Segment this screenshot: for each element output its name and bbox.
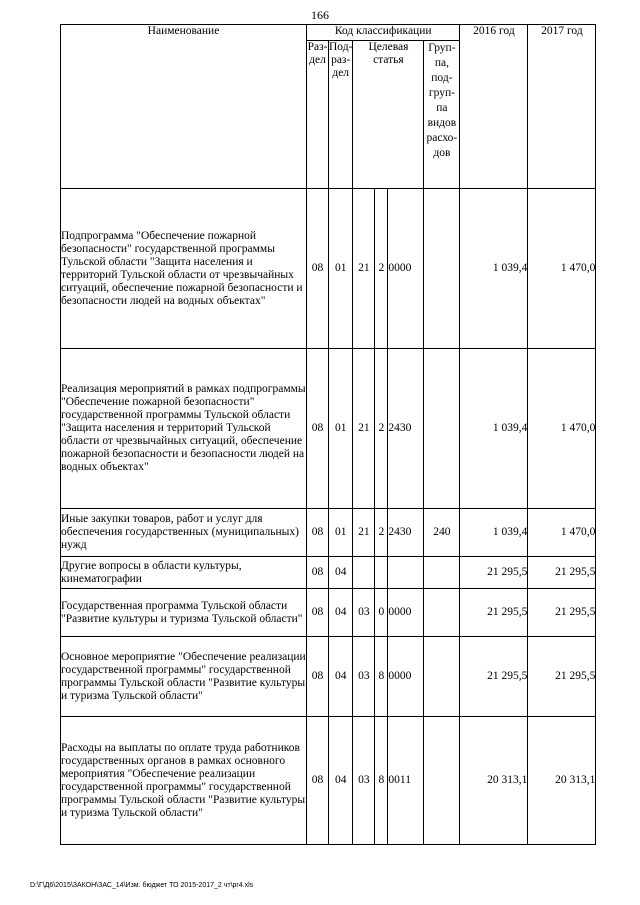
header-group: Груп- па, под- груп- па видов расхо- дов xyxy=(424,41,460,189)
row-razdel: 08 xyxy=(307,637,329,717)
row-target-direction: 2430 xyxy=(388,349,424,509)
row-name: Основное мероприятие "Обеспечение реализации государственной программы" государственной программы Тульской области "Развитие культуры и туризма Тульской области" xyxy=(61,637,307,717)
row-expense-group: 240 xyxy=(424,509,460,557)
row-expense-group xyxy=(424,717,460,845)
row-target-direction xyxy=(388,557,424,589)
row-target-subprogram: 8 xyxy=(375,717,388,845)
row-value-2016: 1 039,4 xyxy=(460,189,528,349)
header-code: Код классификации xyxy=(307,25,460,41)
row-razdel: 08 xyxy=(307,509,329,557)
row-value-2017: 1 470,0 xyxy=(528,349,596,509)
row-expense-group xyxy=(424,637,460,717)
row-expense-group xyxy=(424,349,460,509)
row-expense-group xyxy=(424,189,460,349)
row-podrazdel: 04 xyxy=(329,589,353,637)
row-name: Другие вопросы в области культуры, кинематографии xyxy=(61,557,307,589)
row-target-subprogram: 8 xyxy=(375,637,388,717)
row-target-subprogram: 2 xyxy=(375,509,388,557)
table-row xyxy=(61,557,596,589)
row-target-direction: 0000 xyxy=(388,637,424,717)
header-name: Наименование xyxy=(61,25,307,189)
row-podrazdel: 01 xyxy=(329,509,353,557)
row-target-direction: 0011 xyxy=(388,717,424,845)
row-razdel: 08 xyxy=(307,557,329,589)
row-target-subprogram: 2 xyxy=(375,189,388,349)
row-value-2017: 21 295,5 xyxy=(528,637,596,717)
row-target-program: 03 xyxy=(353,589,375,637)
row-target-direction: 0000 xyxy=(388,189,424,349)
table-row xyxy=(61,589,596,637)
row-value-2017: 1 470,0 xyxy=(528,509,596,557)
row-value-2016: 1 039,4 xyxy=(460,509,528,557)
row-razdel: 08 xyxy=(307,349,329,509)
row-podrazdel: 04 xyxy=(329,557,353,589)
header-target: Целевая статья xyxy=(353,41,424,189)
row-name: Реализация мероприятий в рамках подпрограммы "Обеспечение пожарной безопасности" государственной программы Тульской области "Защита населения и территорий Тульской области от чрезвычайных ситуаций, обеспечение пожарной безопасности и безопасности людей на водных объектах" xyxy=(61,349,307,509)
table-row xyxy=(61,637,596,717)
row-target-subprogram: 2 xyxy=(375,349,388,509)
header-2017: 2017 год xyxy=(528,25,596,189)
row-target-direction: 0000 xyxy=(388,589,424,637)
row-target-subprogram xyxy=(375,557,388,589)
row-target-program xyxy=(353,557,375,589)
header-2016: 2016 год xyxy=(460,25,528,189)
row-value-2016: 21 295,5 xyxy=(460,637,528,717)
file-path-footer: D:\Г\Д6\2015\ЗАКОН\ЗАС_14\Изм. бюджет ТО 2015-2017_2 чт\pr4.xls xyxy=(30,882,254,889)
row-value-2017: 21 295,5 xyxy=(528,557,596,589)
row-value-2016: 1 039,4 xyxy=(460,349,528,509)
header-podrazdel: Под- раз- дел xyxy=(329,41,353,189)
row-podrazdel: 04 xyxy=(329,717,353,845)
row-target-subprogram: 0 xyxy=(375,589,388,637)
row-value-2017: 1 470,0 xyxy=(528,189,596,349)
row-target-program: 03 xyxy=(353,637,375,717)
row-target-program: 21 xyxy=(353,509,375,557)
table-row xyxy=(61,349,596,509)
row-razdel: 08 xyxy=(307,589,329,637)
budget-table xyxy=(60,24,596,845)
row-value-2017: 21 295,5 xyxy=(528,589,596,637)
row-value-2016: 20 313,1 xyxy=(460,717,528,845)
table-row xyxy=(61,189,596,349)
row-name: Государственная программа Тульской области "Развитие культуры и туризма Тульской области" xyxy=(61,589,307,637)
table-row xyxy=(61,717,596,845)
header-razdel: Раз- дел xyxy=(307,41,329,189)
row-razdel: 08 xyxy=(307,189,329,349)
row-podrazdel: 04 xyxy=(329,637,353,717)
row-razdel: 08 xyxy=(307,717,329,845)
row-expense-group xyxy=(424,557,460,589)
row-target-direction: 2430 xyxy=(388,509,424,557)
row-podrazdel: 01 xyxy=(329,189,353,349)
page-number: 166 xyxy=(311,8,329,22)
table-row xyxy=(61,509,596,557)
row-value-2017: 20 313,1 xyxy=(528,717,596,845)
row-target-program: 21 xyxy=(353,349,375,509)
row-target-program: 03 xyxy=(353,717,375,845)
row-value-2016: 21 295,5 xyxy=(460,557,528,589)
row-name: Иные закупки товаров, работ и услуг для обеспечения государственных (муниципальных) нужд xyxy=(61,509,307,557)
row-name: Подпрограмма "Обеспечение пожарной безопасности" государственной программы Тульской области "Защита населения и территорий Тульской области от чрезвычайных ситуаций, обеспечение пожарной безопасности и безопасности людей на водных объектах" xyxy=(61,189,307,349)
row-value-2016: 21 295,5 xyxy=(460,589,528,637)
row-expense-group xyxy=(424,589,460,637)
row-target-program: 21 xyxy=(353,189,375,349)
row-podrazdel: 01 xyxy=(329,349,353,509)
row-name: Расходы на выплаты по оплате труда работников государственных органов в рамках основного мероприятия "Обеспечение реализации государственной программы" государственной программы Тульской области "Развитие культуры и туризма Тульской области" xyxy=(61,717,307,845)
